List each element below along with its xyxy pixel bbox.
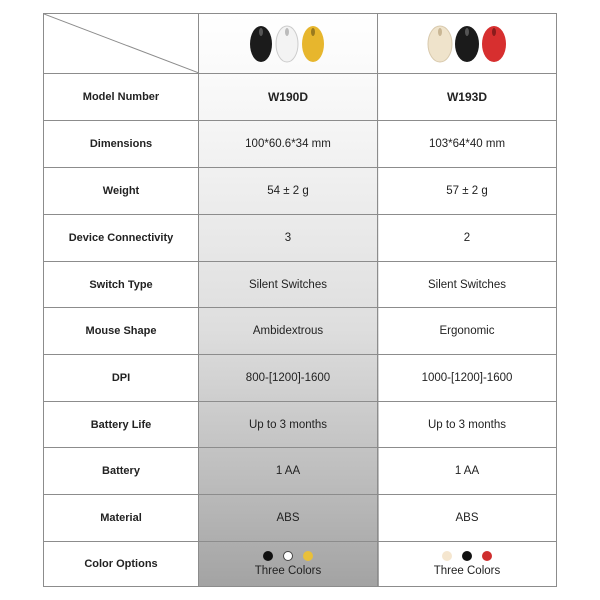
w190d-value: 100*60.6*34 mm [199, 121, 378, 167]
w190d-color-swatches [263, 551, 313, 561]
row-label: DPI [44, 355, 199, 401]
w190d-value: 54 ± 2 g [199, 168, 378, 214]
spec-row [44, 167, 556, 214]
w193d-value: Three Colors [433, 565, 501, 577]
w190d-value: Ambidextrous [199, 308, 378, 354]
w190d-value: 800-[1200]-1600 [199, 355, 378, 401]
w193d-value: ABS [455, 512, 479, 524]
row-label: Material [44, 495, 199, 541]
spec-row [44, 401, 556, 447]
spec-row [44, 494, 556, 541]
row-label: Device Connectivity [44, 215, 199, 261]
spec-row [44, 354, 556, 401]
w190d-value: W190D [199, 74, 378, 120]
color-options-row [44, 541, 556, 586]
spec-row [44, 120, 556, 167]
w190d-value: Up to 3 months [199, 402, 378, 447]
w193d-value: 1 AA [454, 465, 480, 477]
w190d-mouse-image [245, 22, 331, 66]
spec-row [44, 73, 556, 120]
w193d-value: W193D [446, 90, 487, 104]
w190d-value: 3 [199, 215, 378, 261]
w193d-mouse-image [424, 22, 510, 66]
w193d-color-swatches [442, 551, 492, 561]
color-swatch [482, 551, 492, 561]
color-swatch [303, 551, 313, 561]
row-label: Battery [44, 448, 199, 494]
w190d-value: Silent Switches [199, 262, 378, 307]
row-label: Mouse Shape [44, 308, 199, 354]
header-corner-cell [44, 14, 199, 73]
color-swatch [283, 551, 293, 561]
row-label: Weight [44, 168, 199, 214]
w193d-value: Ergonomic [439, 325, 495, 337]
w190d-value: Three Colors [254, 565, 322, 577]
row-label: Switch Type [44, 262, 199, 307]
w193d-color-cell [378, 542, 556, 586]
spec-row [44, 447, 556, 494]
w190d-value: 1 AA [199, 448, 378, 494]
w193d-value: 1000-[1200]-1600 [421, 372, 513, 384]
spec-row [44, 214, 556, 261]
w190d-color-cell [199, 542, 378, 586]
row-label: Battery Life [44, 402, 199, 447]
w193d-value: 2 [463, 232, 471, 244]
diagonal-divider [44, 14, 199, 73]
w193d-value: Up to 3 months [428, 418, 506, 431]
row-label: Dimensions [44, 121, 199, 167]
w193d-value: Silent Switches [428, 278, 506, 291]
w193d-value: 103*64*40 mm [428, 138, 506, 150]
comparison-table [43, 13, 557, 587]
color-swatch [263, 551, 273, 561]
spec-row [44, 261, 556, 307]
w193d-image-cell [378, 14, 556, 73]
row-label: Color Options [44, 542, 199, 586]
header-row [44, 14, 556, 73]
spec-row [44, 307, 556, 354]
color-swatch [442, 551, 452, 561]
row-label: Model Number [44, 74, 199, 120]
w190d-value: ABS [199, 495, 378, 541]
color-swatch [462, 551, 472, 561]
w190d-image-cell [199, 14, 378, 73]
w193d-value: 57 ± 2 g [446, 185, 488, 197]
